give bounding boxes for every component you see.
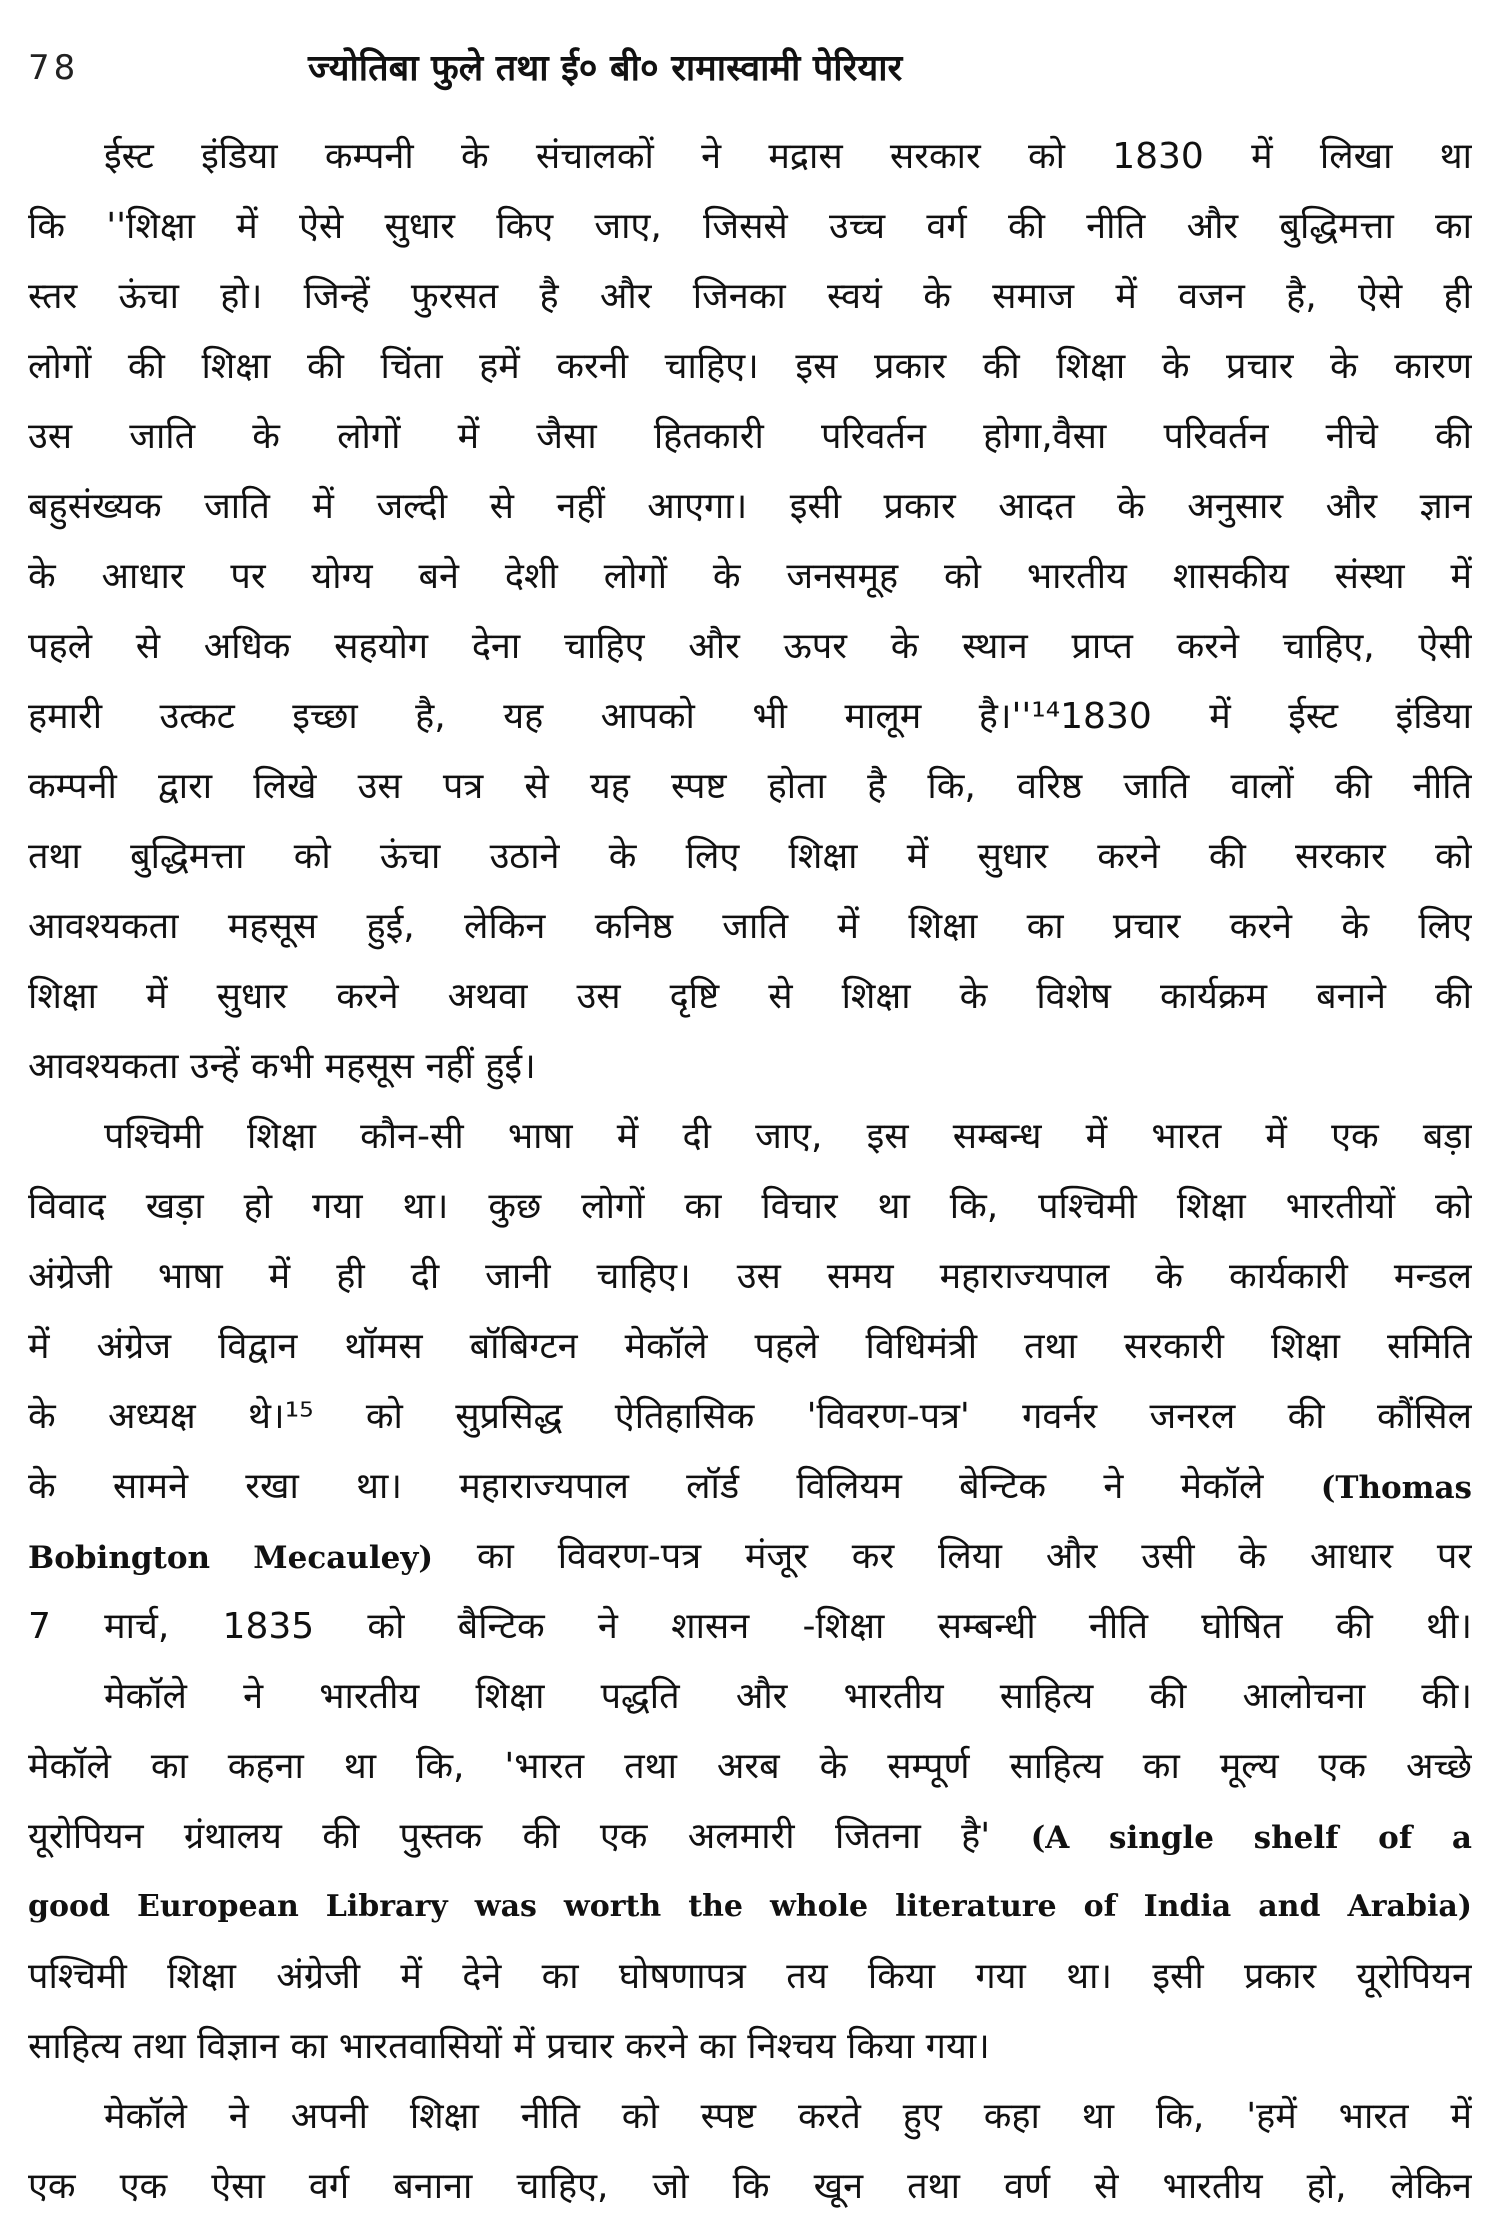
page-header (28, 42, 1468, 102)
text-line: में अंग्रेज विद्वान थॉमस बॉबिग्टन मेकॉले पहले विधिमंत्री तथा सरकारी शिक्षा समिति (28, 1326, 1472, 1367)
text-line: 7 मार्च, 1835 को बैन्टिक ने शासन -शिक्षा सम्बन्धी नीति घोषित की थी। (28, 1606, 1472, 1647)
text-line (28, 1522, 1472, 1592)
text-line: good European Library was worth the whole literature of India and Arabia) (28, 1889, 1472, 1924)
text-line: साहित्य तथा विज्ञान का भारतवासियों में प्रचार करने का निश्चय किया गया। (28, 2026, 990, 2067)
page-number: 78 (28, 48, 80, 88)
text-line: आवश्यकता महसूस हुई, लेकिन कनिष्ठ जाति में शिक्षा का प्रचार करने के लिए (28, 906, 1472, 947)
text-line: मेकॉले ने भारतीय शिक्षा पद्धति और भारतीय साहित्य की आलोचना की। (104, 1676, 1472, 1717)
text-line: स्तर ऊंचा हो। जिन्हें फुरसत है और जिनका स्वयं के समाज में वजन है, ऐसे ही (28, 276, 1472, 317)
text-line: मेकॉले ने अपनी शिक्षा नीति को स्पष्ट करते हुए कहा था कि, 'हमें भारत में (104, 2096, 1472, 2137)
text-line: के अध्यक्ष थे।¹⁵ को सुप्रसिद्ध ऐतिहासिक 'विवरण-पत्र' गवर्नर जनरल की कौंसिल (28, 1396, 1472, 1437)
text-line: ईस्ट इंडिया कम्पनी के संचालकों ने मद्रास सरकार को 1830 में लिखा था (104, 136, 1472, 177)
text-line: पश्चिमी शिक्षा अंग्रेजी में देने का घोषणापत्र तय किया गया था। इसी प्रकार यूरोपियन (28, 1956, 1472, 1997)
text-line: अंग्रेजी भाषा में ही दी जानी चाहिए। उस समय महाराज्यपाल के कार्यकारी मन्डल (28, 1256, 1472, 1297)
text-line: कम्पनी द्वारा लिखे उस पत्र से यह स्पष्ट होता है कि, वरिष्ठ जाति वालों की नीति (28, 766, 1472, 807)
text-line: एक एक ऐसा वर्ग बनाना चाहिए, जो कि खून तथा वर्ण से भारतीय हो, लेकिन (28, 2166, 1472, 2207)
text-fragment: के सामने रखा था। महाराज्यपाल लॉर्ड विलियम बेन्टिक ने मेकॉले (28, 1466, 1264, 1507)
text-line: उस जाति के लोगों में जैसा हितकारी परिवर्तन होगा,वैसा परिवर्तन नीचे की (28, 416, 1472, 457)
latin-text: (A single shelf of a (1030, 1820, 1472, 1856)
text-line: लोगों की शिक्षा की चिंता हमें करनी चाहिए। इस प्रकार की शिक्षा के प्रचार के कारण (28, 346, 1472, 387)
text-line: हमारी उत्कट इच्छा है, यह आपको भी मालूम है।''¹⁴1830 में ईस्ट इंडिया (28, 696, 1472, 737)
text-line: आवश्यकता उन्हें कभी महसूस नहीं हुई। (28, 1046, 536, 1087)
text-line: पहले से अधिक सहयोग देना चाहिए और ऊपर के स्थान प्राप्त करने चाहिए, ऐसी (28, 626, 1472, 667)
body-text (28, 122, 1472, 2222)
text-fragment: का विवरण-पत्र मंजूर कर लिया और उसी के आधार पर (476, 1536, 1472, 1577)
text-line: शिक्षा में सुधार करने अथवा उस दृष्टि से शिक्षा के विशेष कार्यक्रम बनाने की (28, 976, 1472, 1017)
text-line (28, 1802, 1472, 1872)
text-line: के आधार पर योग्य बने देशी लोगों के जनसमूह को भारतीय शासकीय संस्था में (28, 556, 1472, 597)
text-line: पश्चिमी शिक्षा कौन-सी भाषा में दी जाए, इस सम्बन्ध में भारत में एक बड़ा (104, 1116, 1472, 1157)
text-line: विवाद खड़ा हो गया था। कुछ लोगों का विचार था कि, पश्चिमी शिक्षा भारतीयों को (28, 1186, 1472, 1227)
latin-text: Bobington Mecauley) (28, 1540, 434, 1576)
text-line (28, 1452, 1472, 1522)
text-fragment: यूरोपियन ग्रंथालय की पुस्तक की एक अलमारी जितना है' (28, 1816, 991, 1857)
text-line: तथा बुद्धिमत्ता को ऊंचा उठाने के लिए शिक्षा में सुधार करने की सरकार को (28, 836, 1472, 877)
latin-text: (Thomas (1320, 1470, 1472, 1506)
text-line: बहुसंख्यक जाति में जल्दी से नहीं आएगा। इसी प्रकार आदत के अनुसार और ज्ञान (28, 486, 1472, 527)
text-line: मेकॉले का कहना था कि, 'भारत तथा अरब के सम्पूर्ण साहित्य का मूल्य एक अच्छे (28, 1746, 1472, 1787)
text-line: कि ''शिक्षा में ऐसे सुधार किए जाए, जिससे उच्च वर्ग की नीति और बुद्धिमत्ता का (28, 206, 1472, 247)
running-title: ज्योतिबा फुले तथा ई० बी० रामास्वामी पेरियार (308, 48, 903, 89)
